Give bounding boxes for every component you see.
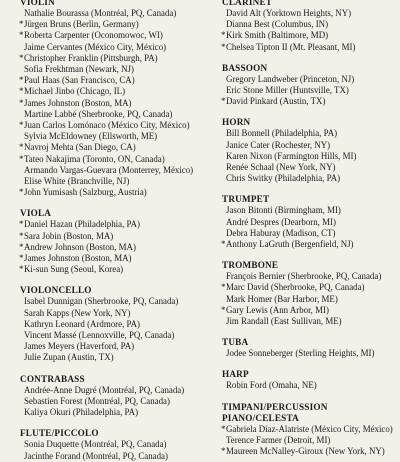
member-entry: Sylvia McEldowney (Ellsworth, ME)	[24, 131, 158, 142]
left-column	[20, 0, 216, 462]
section-heading-secondary: PIANO/CELESTA	[222, 412, 299, 423]
member-entry: David Alt (Yorktown Heights, NY)	[226, 8, 352, 18]
member-entry: Robin Ford (Omaha, NE)	[226, 380, 317, 391]
member-entry: Janice Cater (Rochester, NY)	[226, 139, 331, 150]
section-heading: CLARINET	[222, 0, 273, 7]
member-entry: * Chelsea Tipton II (Mt. Pleasant, MI)	[221, 41, 356, 52]
member-entry: * Gabriela Díaz-Alatriste (México City, México)	[221, 423, 393, 434]
member-entry: Renée Schaal (New York, NY)	[226, 162, 336, 173]
member-entry: Eric Stone Miller (Huntsville, TX)	[226, 85, 349, 96]
member-entry: * Gary Lewis (Ann Arbor, MI)	[221, 304, 329, 315]
member-entry: Sofia Frekhtman (Newark, NJ)	[24, 64, 134, 75]
member-entry: * John Yumisash (Salzburg, Austria)	[19, 187, 147, 198]
member-entry: * Ki-sun Sung (Seoul, Korea)	[19, 264, 124, 275]
section-heading: TIMPANI/PERCUSSION	[222, 401, 328, 412]
member-entry: François Bernier (Sherbrooke, PQ, Canada)	[226, 271, 382, 282]
member-entry: * Roberta Carpenter (Oconomowoc, WI)	[19, 30, 163, 41]
member-entry: * Juan Carlos Lomónaco (México City, México)	[19, 120, 190, 131]
section-harp	[222, 369, 398, 391]
member-entry: * Kirk Smith (Baltimore, MD)	[221, 30, 329, 41]
member-entry: * Marc David (Sherbrooke, PQ, Canada)	[221, 282, 365, 293]
section-flute-piccolo	[20, 428, 216, 461]
section-heading: FLUTE/PICCOLO	[20, 428, 99, 439]
member-entry: Nathalie Bourassa (Montréal, PQ, Canada)	[24, 8, 177, 18]
member-entry: Jodee Sonneberger (Sterling Heights, MI)	[226, 348, 375, 359]
member-entry: * Christopher Franklin (Pittsburgh, PA)	[19, 52, 158, 63]
member-entry: * Daniel Hazan (Philadelphia, PA)	[19, 219, 141, 230]
section-bassoon	[222, 63, 398, 108]
member-entry: Julie Zupan (Austin, TX)	[24, 352, 114, 363]
section-heading: TUBA	[222, 337, 249, 348]
section-horn	[222, 117, 398, 184]
member-entry: Terence Farmer (Detroit, MI)	[226, 434, 331, 445]
member-entry: Jason Bitonti (Birmingham, MI)	[226, 205, 341, 216]
member-entry: * David Pinkard (Austin, TX)	[221, 96, 326, 107]
member-entry: * Michael Jinbo (Chicago, IL)	[19, 86, 126, 97]
member-entry: Andrée-Anne Dugré (Montréal, PQ, Canada)	[24, 384, 185, 395]
section-violin	[20, 0, 216, 198]
member-entry: Kaliya Okuri (Philadelphia, PA)	[24, 407, 139, 418]
right-column	[222, 0, 398, 457]
member-entry: Bill Bonnell (Philadelphia, PA)	[226, 128, 338, 139]
section-heading: VIOLONCELLO	[20, 285, 92, 296]
member-entry: Armando Vargas-Guevara (Monterrey, México)	[24, 164, 194, 175]
section-viola	[20, 208, 216, 275]
member-entry: Gregory Landweber (Princeton, NJ)	[226, 73, 355, 84]
member-entry: * Sara Jobin (Boston, MA)	[19, 230, 114, 241]
member-entry: Sebastien Forest (Montréal, PQ, Canada)	[24, 395, 170, 406]
member-entry: * Maureen McNalley-Giroux (New York, NY)	[221, 446, 385, 457]
member-entry: Mark Homer (Bar Harbor, ME)	[226, 293, 338, 304]
member-entry: Chris Switky (Philadelphia, PA)	[226, 173, 341, 184]
member-entry: James Meyers (Haverford, PA)	[24, 341, 135, 352]
section-trombone	[222, 260, 398, 327]
member-entry: Sarah Kapps (New York, NY)	[24, 307, 131, 318]
member-entry: Dianna Best (Columbus, IN)	[226, 19, 329, 30]
member-entry: Jacinthe Forand (Montréal, PQ, Canada)	[24, 450, 168, 461]
member-entry: * Navroj Mehta (San Diego, CA)	[19, 142, 136, 153]
member-entry: Kathryn Leonard (Ardmore, PA)	[24, 318, 141, 329]
section-trumpet	[222, 194, 398, 250]
member-entry: Elise White (Branchville, NJ)	[24, 176, 130, 187]
member-entry: Karen Nixon (Farmington Hills, MI)	[226, 150, 357, 161]
section-tuba	[222, 337, 398, 359]
member-entry: * Paul Haas (San Francisco, CA)	[19, 75, 135, 86]
member-entry: Debra Haburay (Madison, CT)	[226, 227, 336, 238]
section-contrabass	[20, 374, 216, 419]
member-entry: Isabel Dunnigan (Sherbrooke, PQ, Canada)	[24, 296, 179, 307]
section-clarinet	[222, 0, 398, 53]
section-violoncello	[20, 285, 216, 363]
section-heading: VIOLA	[20, 208, 52, 219]
member-entry: * James Johnston (Boston, MA)	[19, 97, 132, 108]
section-heading: TRUMPET	[222, 194, 270, 205]
member-entry: Jim Randall (East Sullivan, ME)	[226, 316, 342, 327]
section-heading: TROMBONE	[222, 260, 279, 271]
member-entry: * Tateo Nakajima (Toronto, ON, Canada)	[19, 153, 165, 164]
section-heading: HARP	[222, 369, 249, 380]
member-entry: Jaime Cervantes (México City, México)	[24, 41, 167, 52]
section-heading: CONTRABASS	[20, 373, 85, 384]
member-entry: * Andrew Johnson (Boston, MA)	[19, 241, 136, 252]
member-entry: * Jürgen Bruns (Berlin, Germany)	[19, 19, 139, 30]
member-entry: * Anthony LaGruth (Bergenfield, NJ)	[221, 239, 354, 250]
member-entry: Vincent Massé (Lennoxville, PQ, Canada)	[24, 330, 175, 341]
member-entry: André Despres (Dearborn, MI)	[226, 216, 336, 227]
section-timpani-percussion-piano-celesta	[222, 402, 398, 458]
member-entry: * James Johnston (Boston, MA)	[19, 253, 132, 264]
section-heading: VIOLIN	[20, 0, 55, 7]
member-entry: Sonia Duquette (Montréal, PQ, Canada)	[24, 439, 167, 450]
section-heading: HORN	[222, 117, 251, 128]
member-entry: Martine Labbé (Sherbrooke, PQ, Canada)	[24, 108, 173, 119]
section-heading: BASSOON	[222, 62, 268, 73]
